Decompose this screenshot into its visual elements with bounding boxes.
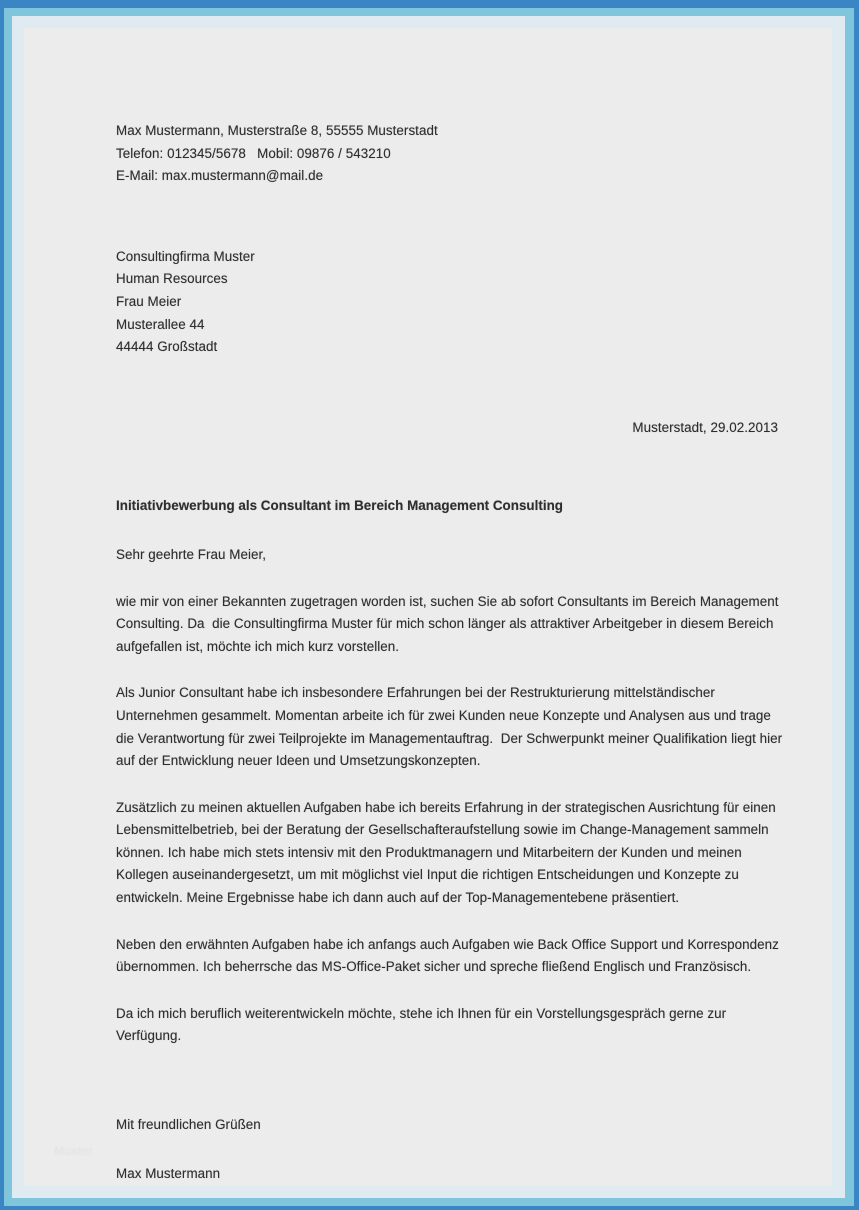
body-paragraph: wie mir von einer Bekannten zugetragen worden ist, suchen Sie ab sofort Consultants im Bereich Management Consulting. Da die Consultingfirma Muster für mich schon länger als attraktiver Arbeitgeber in diesem Bereich aufgefallen ist, möchte ich mich kurz vorstellen.: [116, 593, 783, 654]
body-paragraph: Zusätzlich zu meinen aktuellen Aufgaben habe ich bereits Erfahrung in der strategischen Ausrichtung für einen Lebensmittelbetrieb, bei der Beratung der Gesellschafteraufstellung sowie im Change-Management sammeln können. Ich habe mich stets intensiv mit den Produktmanagern und Mitarbeitern der Kunden und meinen Kollegen auseinandergesetzt, um mit möglichst viel Input die richtigen Entscheidungen und Konzepte zu entwickeln. Meine Ergebnisse habe ich dann auch auf der Top-Managementebene präsentiert.: [116, 799, 780, 906]
sender-line: Max Mustermann, Musterstraße 8, 55555 Musterstadt: [116, 123, 438, 138]
signature-name: Max Mustermann: [116, 1165, 221, 1181]
body-paragraph: Als Junior Consultant habe ich insbesondere Erfahrungen bei der Restrukturierung mittelständischer Unternehmen gesammelt. Momentan arbeite ich für zwei Kunden neue Konzepte und Analysen aus und trage die Verantwortung für zwei Teilprojekte im Managementauftrag. Der Schwerpunkt meiner Qualifikation liegt hier auf der Entwicklung neuer Ideen und Umsetzungskonzepten.: [116, 685, 786, 769]
body-paragraph: Neben den erwähnten Aufgaben habe ich anfangs auch Aufgaben wie Back Office Support und Korrespondenz übernommen. Ich beherrsche das MS-Office-Paket sicher und spreche fließend Englisch und Französisch.: [116, 936, 783, 975]
recipient-address-block: [116, 246, 788, 359]
recipient-line: Musterallee 44: [116, 316, 205, 332]
date-line: Musterstadt, 29.02.2013: [632, 419, 778, 435]
letter-body: [116, 120, 788, 1185]
closing-phrase: Mit freundlichen Grüßen: [116, 1117, 261, 1133]
page-border-inner-pale: [12, 16, 845, 1198]
salutation: Sehr geehrte Frau Meier,: [116, 546, 267, 562]
subject-line: Initiativbewerbung als Consultant im Bereich Management Consulting: [116, 498, 563, 514]
document-page: [24, 28, 832, 1186]
recipient-line: Human Resources: [116, 271, 228, 287]
sender-line: Telefon: 012345/5678 Mobil: 09876 / 543210: [116, 145, 391, 161]
recipient-line: Consultingfirma Muster: [116, 248, 255, 264]
page-border-inner-light: [4, 8, 854, 1206]
body-paragraph: Da ich mich beruflich weiterentwickeln möchte, stehe ich Ihnen für ein Vorstellungsgespräch gerne zur Verfügung.: [116, 1005, 730, 1044]
sender-line: E-Mail: max.mustermann@mail.de: [116, 168, 324, 184]
recipient-line: Frau Meier: [116, 293, 182, 309]
sender-address-block: [116, 120, 788, 188]
recipient-line: 44444 Großstadt: [116, 339, 218, 355]
watermark-text: Muster: [54, 1144, 94, 1158]
